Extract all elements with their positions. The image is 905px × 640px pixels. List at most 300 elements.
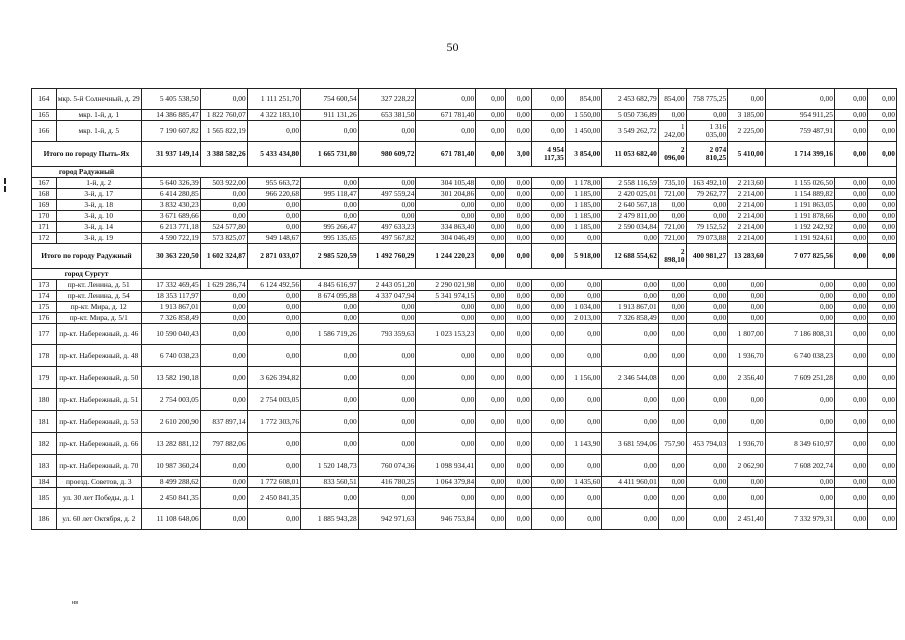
area-col-15: 2 356,40 [728,367,765,389]
total-cost: 10 987 360,24 [141,455,200,477]
cost-col-6: 0,00 [358,488,416,509]
cost-col-8: 0,00 [476,178,506,189]
cost-col-12: 2 558 116,59 [602,178,659,189]
table-row [32,455,897,477]
cost-col-12: 2 479 811,00 [602,211,659,222]
cost-col-10: 0,00 [531,291,565,302]
area-col-13: 0,00 [658,411,686,433]
cost-col-3: 1 822 760,07 [200,110,247,121]
total-cost-col-16: 7 077 825,56 [765,244,834,269]
cost-col-12: 0,00 [602,488,659,509]
cost-col-12: 0,00 [602,389,659,411]
total-cost-col-6: 980 609,72 [358,142,416,167]
cost-col-10: 0,00 [531,222,565,233]
cost-col-3: 0,00 [200,488,247,509]
total-cost: 13 282 881,12 [141,433,200,455]
cost-col-3: 0,00 [200,200,247,211]
cost-col-9: 0,00 [506,291,532,302]
total-cost: 3 832 430,23 [141,200,200,211]
total-area-col-15: 13 283,60 [728,244,765,269]
address: мкр. 5-й Солнечный, д. 29 [56,89,141,110]
cost-col-17: 0,00 [834,89,867,110]
cost-col-14: 0,00 [686,324,728,345]
cost-col-10: 0,00 [531,324,565,345]
cost-col-9: 0,00 [506,211,532,222]
total-cost: 7 326 858,49 [141,313,200,324]
total-cost-col-7: 1 244 220,23 [416,244,476,269]
cost-col-18: 0,00 [868,313,897,324]
total-cost: 6 414 280,85 [141,189,200,200]
cost-col-12: 7 326 858,49 [602,313,659,324]
area-col-13: 721,00 [658,222,686,233]
row-number: 177 [32,324,57,345]
cost-col-8: 0,00 [476,367,506,389]
cost-col-14: 0,00 [686,313,728,324]
cost-col-3: 0,00 [200,509,247,530]
total-cost-col-9: 0,00 [506,244,532,269]
cost-col-6: 0,00 [358,302,416,313]
cost-col-8: 0,00 [476,280,506,291]
cost-col-18: 0,00 [868,233,897,244]
cost-col-8: 0,00 [476,455,506,477]
cost-col-5: 0,00 [301,121,359,142]
area-col-13: 0,00 [658,367,686,389]
cost-col-18: 0,00 [868,509,897,530]
cost-col-5: 8 674 095,88 [301,291,359,302]
total-cost: 5 405 538,50 [141,89,200,110]
cost-col-9: 0,00 [506,178,532,189]
cost-col-6: 0,00 [358,313,416,324]
row-number: 182 [32,433,57,455]
area-col-13: 0,00 [658,488,686,509]
total-cost-col-10: 4 954 117,35 [531,142,565,167]
cost-col-8: 0,00 [476,110,506,121]
cost-col-14: 0,00 [686,345,728,367]
cost-col-17: 0,00 [834,222,867,233]
total-cost: 3 671 689,66 [141,211,200,222]
cost-col-3: 0,00 [200,89,247,110]
cost-col-14: 0,00 [686,488,728,509]
area-col-15: 0,00 [728,411,765,433]
cost-col-17: 0,00 [834,189,867,200]
address: пр-кт. Ленина, д. 54 [56,291,141,302]
cost-col-9: 0,00 [506,233,532,244]
cost-col-4: 0,00 [247,222,300,233]
total-cost: 18 353 117,97 [141,291,200,302]
cost-col-12: 0,00 [602,455,659,477]
cost-col-7: 0,00 [416,121,476,142]
cost-col-10: 0,00 [531,345,565,367]
cost-col-18: 0,00 [868,189,897,200]
cost-col-12: 0,00 [602,324,659,345]
area-col-11: 1 178,00 [565,178,601,189]
city-header-row [32,167,897,178]
cost-col-7: 304 046,49 [416,233,476,244]
cost-col-3: 0,00 [200,455,247,477]
cost-col-9: 0,00 [506,345,532,367]
cost-col-7: 0,00 [416,389,476,411]
cost-col-8: 0,00 [476,121,506,142]
cost-col-10: 0,00 [531,455,565,477]
table-row [32,211,897,222]
cost-col-16: 7 609 251,28 [765,367,834,389]
cost-col-14: 0,00 [686,389,728,411]
address: пр-кт. Мира, д. 5/1 [56,313,141,324]
area-col-15: 0,00 [728,291,765,302]
area-col-13: 0,00 [658,110,686,121]
cost-col-14: 0,00 [686,477,728,488]
cost-col-6: 327 228,22 [358,89,416,110]
cost-col-17: 0,00 [834,477,867,488]
cost-col-16: 0,00 [765,477,834,488]
cost-col-3: 0,00 [200,313,247,324]
table-row [32,121,897,142]
total-cost-col-7: 671 781,40 [416,142,476,167]
row-number: 178 [32,345,57,367]
total-label: Итого по городу Пыть-Ях [32,142,142,167]
total-cost: 1 913 867,01 [141,302,200,313]
cost-col-5: 0,00 [301,433,359,455]
cost-col-16: 954 911,25 [765,110,834,121]
cost-col-8: 0,00 [476,222,506,233]
row-number: 169 [32,200,57,211]
row-number: 184 [32,477,57,488]
cost-col-16: 1 192 242,92 [765,222,834,233]
row-number: 165 [32,110,57,121]
area-col-11: 1 185,00 [565,211,601,222]
cost-col-9: 0,00 [506,200,532,211]
cost-col-8: 0,00 [476,291,506,302]
row-number: 167 [32,178,57,189]
area-col-13: 0,00 [658,291,686,302]
total-cost: 14 386 885,47 [141,110,200,121]
cost-col-4: 0,00 [247,433,300,455]
area-col-11: 0,00 [565,291,601,302]
cost-col-16: 8 349 610,97 [765,433,834,455]
cost-col-14: 0,00 [686,455,728,477]
area-col-13: 0,00 [658,509,686,530]
area-col-15: 1 807,00 [728,324,765,345]
cost-col-14: 0,00 [686,302,728,313]
cost-col-16: 6 740 038,23 [765,345,834,367]
row-number: 170 [32,211,57,222]
address: 3-й, д. 10 [56,211,141,222]
cost-col-7: 2 290 021,98 [416,280,476,291]
area-col-15: 2 225,00 [728,121,765,142]
total-cost-col-4: 5 433 434,80 [247,142,300,167]
cost-col-9: 0,00 [506,189,532,200]
cost-col-12: 3 549 262,72 [602,121,659,142]
cost-col-12: 0,00 [602,291,659,302]
area-col-15: 0,00 [728,89,765,110]
total-cost: 8 499 288,62 [141,477,200,488]
cost-col-16: 0,00 [765,302,834,313]
total-cost-col-17: 0,00 [834,244,867,269]
area-col-15: 3 185,00 [728,110,765,121]
table-row [32,189,897,200]
cost-col-18: 0,00 [868,291,897,302]
cost-col-10: 0,00 [531,200,565,211]
total-cost-col-18: 0,00 [868,244,897,269]
cost-col-18: 0,00 [868,488,897,509]
city-name: город Сургут [32,269,142,280]
cost-col-7: 0,00 [416,488,476,509]
cost-col-7: 0,00 [416,211,476,222]
address: 3-й, д. 19 [56,233,141,244]
cost-col-9: 0,00 [506,488,532,509]
cost-col-4: 0,00 [247,313,300,324]
cost-col-12: 3 681 594,06 [602,433,659,455]
cost-col-18: 0,00 [868,211,897,222]
cost-col-10: 0,00 [531,367,565,389]
cost-col-5: 754 600,54 [301,89,359,110]
cost-col-3: 0,00 [200,389,247,411]
cost-col-17: 0,00 [834,280,867,291]
address: пр-кт. Мира, д. 12 [56,302,141,313]
total-cost-col-10: 0,00 [531,244,565,269]
cost-col-16: 0,00 [765,280,834,291]
cost-col-5: 0,00 [301,488,359,509]
cost-col-10: 0,00 [531,389,565,411]
total-total-cost: 31 937 149,14 [141,142,200,167]
table-row [32,89,897,110]
address: мкр. 1-й, д. 1 [56,110,141,121]
cost-col-10: 0,00 [531,178,565,189]
total-cost-col-3: 3 388 582,26 [200,142,247,167]
cost-col-9: 0,00 [506,89,532,110]
cost-col-3: 0,00 [200,367,247,389]
cost-col-7: 0,00 [416,367,476,389]
repair-costs-table-wrapper [31,88,897,530]
cost-col-4: 3 626 394,82 [247,367,300,389]
area-col-15: 1 936,70 [728,433,765,455]
cost-col-8: 0,00 [476,345,506,367]
cost-col-10: 0,00 [531,313,565,324]
area-col-11: 2 013,00 [565,313,601,324]
area-col-13: 0,00 [658,324,686,345]
area-col-15: 2 213,60 [728,178,765,189]
cost-col-9: 0,00 [506,121,532,142]
total-label: Итого по городу Радужный [32,244,142,269]
table-row [32,477,897,488]
address: ул. 60 лет Октября, д. 2 [56,509,141,530]
area-col-13: 0,00 [658,280,686,291]
cost-col-4: 1 772 608,01 [247,477,300,488]
cost-col-6: 497 633,23 [358,222,416,233]
cost-col-3: 503 922,00 [200,178,247,189]
cost-col-6: 0,00 [358,121,416,142]
cost-col-5: 0,00 [301,211,359,222]
cost-col-6: 0,00 [358,345,416,367]
cost-col-4: 6 124 492,56 [247,280,300,291]
cost-col-16: 759 487,91 [765,121,834,142]
cost-col-4: 949 148,67 [247,233,300,244]
cost-col-7: 0,00 [416,302,476,313]
cost-col-14: 0,00 [686,280,728,291]
cost-col-6: 0,00 [358,367,416,389]
address: пр-кт. Набережный, д. 53 [56,411,141,433]
area-col-11: 0,00 [565,280,601,291]
cost-col-10: 0,00 [531,280,565,291]
cost-col-12: 0,00 [602,411,659,433]
cost-col-10: 0,00 [531,189,565,200]
area-col-11: 0,00 [565,389,601,411]
cost-col-6: 793 359,63 [358,324,416,345]
cost-col-5: 0,00 [301,367,359,389]
cost-col-14: 0,00 [686,291,728,302]
cost-col-17: 0,00 [834,455,867,477]
repair-costs-table [31,88,897,530]
address: пр-кт. Набережный, д. 51 [56,389,141,411]
cost-col-7: 304 105,48 [416,178,476,189]
area-col-11: 0,00 [565,345,601,367]
address: пр-кт. Набережный, д. 48 [56,345,141,367]
area-col-15: 2 062,90 [728,455,765,477]
cost-col-8: 0,00 [476,233,506,244]
cost-col-18: 0,00 [868,389,897,411]
cost-col-16: 0,00 [765,291,834,302]
cost-col-17: 0,00 [834,313,867,324]
cost-col-4: 1 111 251,70 [247,89,300,110]
table-row [32,280,897,291]
cost-col-5: 1 885 943,28 [301,509,359,530]
total-area-col-15: 5 410,00 [728,142,765,167]
cost-col-18: 0,00 [868,200,897,211]
address: 1-й, д. 2 [56,178,141,189]
total-cost-col-3: 1 602 324,87 [200,244,247,269]
cost-col-16: 1 191 863,05 [765,200,834,211]
cost-col-3: 837 897,14 [200,411,247,433]
area-col-15: 2 214,00 [728,222,765,233]
cost-col-18: 0,00 [868,110,897,121]
cost-col-10: 0,00 [531,509,565,530]
cost-col-9: 0,00 [506,455,532,477]
cost-col-5: 0,00 [301,389,359,411]
total-area-col-11: 3 854,00 [565,142,601,167]
cost-col-3: 0,00 [200,345,247,367]
table-row [32,389,897,411]
cost-col-14: 1 316 035,00 [686,121,728,142]
row-number: 172 [32,233,57,244]
cost-col-10: 0,00 [531,433,565,455]
area-col-11: 0,00 [565,233,601,244]
cost-col-5: 995 118,47 [301,189,359,200]
area-col-11: 0,00 [565,509,601,530]
cost-col-5: 0,00 [301,345,359,367]
table-row [32,345,897,367]
cost-col-12: 1 913 867,01 [602,302,659,313]
cost-col-4: 955 663,72 [247,178,300,189]
cost-col-18: 0,00 [868,477,897,488]
area-col-11: 1 185,00 [565,189,601,200]
cost-col-12: 0,00 [602,509,659,530]
total-cost: 2 754 003,05 [141,389,200,411]
cost-col-18: 0,00 [868,367,897,389]
cost-col-16: 0,00 [765,89,834,110]
table-row [32,110,897,121]
address: 3-й, д. 14 [56,222,141,233]
cost-col-12: 2 346 544,08 [602,367,659,389]
address: пр-кт. Набережный, д. 50 [56,367,141,389]
table-body [32,89,897,530]
area-col-11: 854,00 [565,89,601,110]
area-col-13: 0,00 [658,302,686,313]
cost-col-7: 334 863,40 [416,222,476,233]
cost-col-4: 0,00 [247,455,300,477]
margin-mark [4,178,6,184]
cost-col-4: 0,00 [247,211,300,222]
total-row [32,244,897,269]
table-row [32,367,897,389]
cost-col-5: 4 845 616,97 [301,280,359,291]
cost-col-12: 5 050 736,89 [602,110,659,121]
area-col-11: 1 143,90 [565,433,601,455]
cost-col-14: 79 152,52 [686,222,728,233]
area-col-11: 1 435,60 [565,477,601,488]
cost-col-16: 0,00 [765,313,834,324]
total-cost-col-14: 400 981,27 [686,244,728,269]
total-area-col-13: 2 096,00 [658,142,686,167]
total-cost-col-8: 0,00 [476,244,506,269]
area-col-11: 0,00 [565,455,601,477]
cost-col-14: 0,00 [686,509,728,530]
table-row [32,324,897,345]
cost-col-16: 0,00 [765,411,834,433]
cost-col-8: 0,00 [476,313,506,324]
row-number: 183 [32,455,57,477]
total-total-cost: 30 363 220,50 [141,244,200,269]
total-cost-col-18: 0,00 [868,142,897,167]
cost-col-9: 0,00 [506,389,532,411]
area-col-11: 1 034,00 [565,302,601,313]
cost-col-7: 5 341 974,15 [416,291,476,302]
cost-col-4: 0,00 [247,121,300,142]
cost-col-6: 653 381,50 [358,110,416,121]
cost-col-5: 1 520 148,73 [301,455,359,477]
cost-col-14: 758 775,25 [686,89,728,110]
total-cost-col-12: 11 053 682,40 [602,142,659,167]
cost-col-5: 911 131,26 [301,110,359,121]
cost-col-5: 0,00 [301,178,359,189]
total-cost-col-5: 2 985 520,59 [301,244,359,269]
cost-col-4: 0,00 [247,324,300,345]
cost-col-10: 0,00 [531,488,565,509]
cost-col-16: 1 155 026,50 [765,178,834,189]
cost-col-16: 1 191 878,66 [765,211,834,222]
cost-col-9: 0,00 [506,222,532,233]
area-col-11: 1 450,00 [565,121,601,142]
cost-col-3: 573 825,07 [200,233,247,244]
cost-col-5: 0,00 [301,302,359,313]
row-number: 181 [32,411,57,433]
area-col-15: 0,00 [728,313,765,324]
cost-col-6: 4 337 047,94 [358,291,416,302]
cost-col-7: 0,00 [416,313,476,324]
area-col-15: 1 936,70 [728,345,765,367]
cost-col-3: 1 629 286,74 [200,280,247,291]
cost-col-3: 797 882,06 [200,433,247,455]
cost-col-10: 0,00 [531,121,565,142]
cost-col-10: 0,00 [531,89,565,110]
cost-col-5: 995 135,65 [301,233,359,244]
cost-col-7: 0,00 [416,200,476,211]
cost-col-9: 0,00 [506,313,532,324]
cost-col-5: 0,00 [301,200,359,211]
cost-col-12: 2 640 567,18 [602,200,659,211]
cost-col-18: 0,00 [868,280,897,291]
row-number: 168 [32,189,57,200]
cost-col-8: 0,00 [476,324,506,345]
